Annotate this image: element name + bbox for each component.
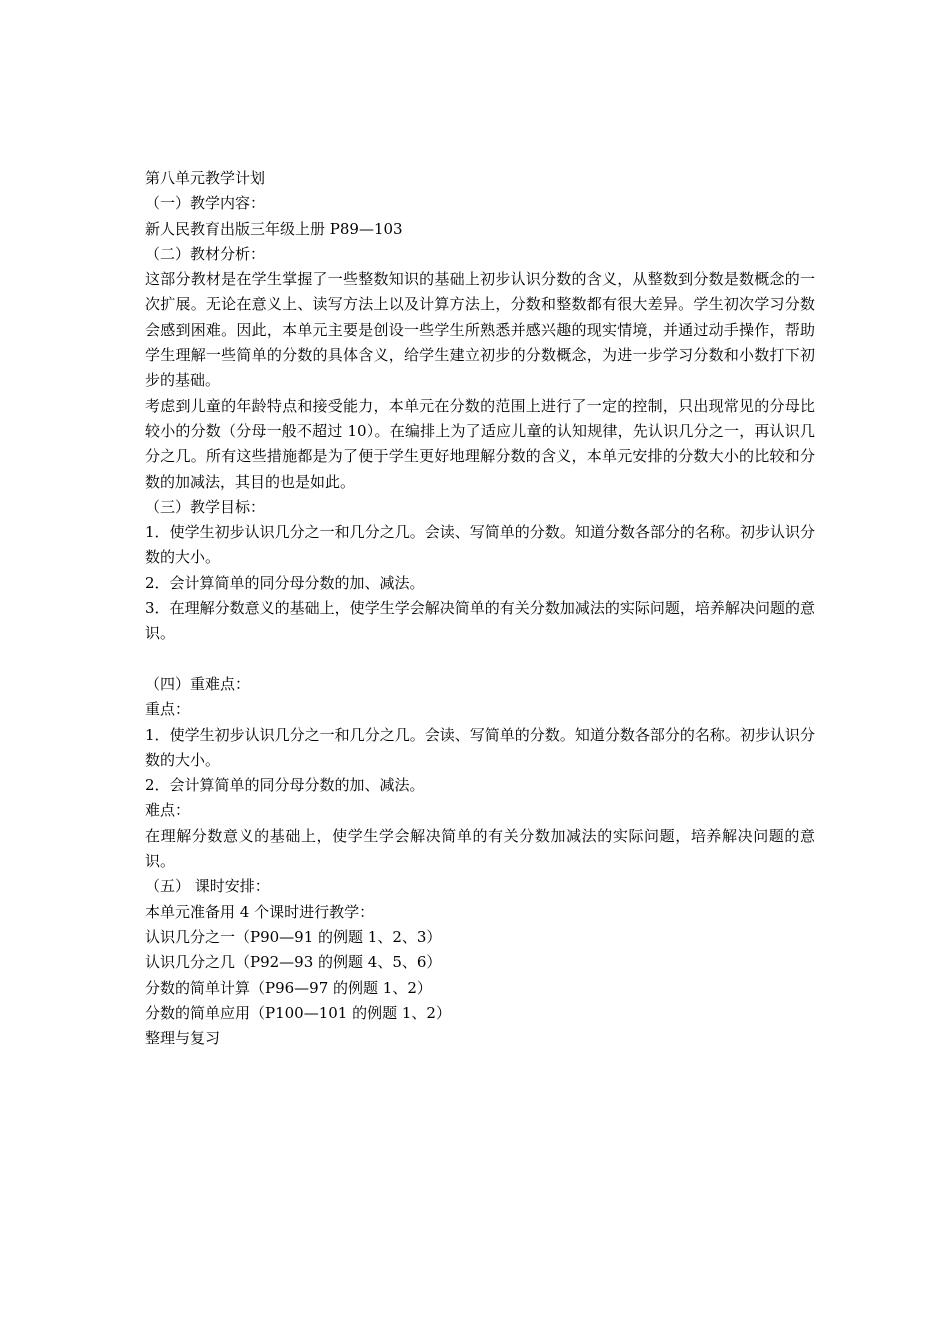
schedule-item: 分数的简单计算（P96—97 的例题 1、2）	[145, 978, 432, 997]
section-heading-analysis: （二）教材分析：	[145, 244, 266, 263]
difficult-text: 在理解分数意义的基础上，使学生学会解决简单的有关分数加减法的实际问题，培养解决问题的意识。	[145, 826, 815, 871]
document-title: 第八单元教学计划	[145, 169, 266, 187]
key-label: 重点：	[145, 700, 191, 719]
schedule-item: 认识几分之一（P90—91 的例题 1、2、3）	[145, 927, 442, 946]
goal-item-3: 3．在理解分数意义的基础上，使学生学会解决简单的有关分数加减法的实际问题，培养解决问题的意识。	[145, 599, 815, 643]
section-heading-content: （一）教学内容：	[145, 194, 266, 213]
key-item-1: 1．使学生初步认识几分之一和几分之几。会读、写简单的分数。知道分数各部分的名称。初步认识分数的大小。	[145, 725, 815, 769]
document-page	[145, 166, 815, 1051]
section-heading-goals: （三）教学目标：	[145, 497, 266, 516]
goal-item-1: 1．使学生初步认识几分之一和几分之几。会读、写简单的分数。知道分数各部分的名称。初步认识分数的大小。	[145, 523, 815, 567]
key-item-2: 2．会计算简单的同分母分数的加、减法。	[145, 776, 425, 795]
section-heading-schedule: （五） 课时安排：	[145, 877, 270, 896]
schedule-intro: 本单元准备用 4 个课时进行教学：	[145, 902, 375, 921]
analysis-paragraph-2: 考虑到儿童的年龄特点和接受能力，本单元在分数的范围上进行了一定的控制，只出现常见的分母比较小的分数（分母一般不超过 10）。在编排上为了适应儿童的认知规律，先认识几分之一，再认识几分之几。所有这些措施都是为了便于学生更好地理解分数的含义，本单元安排的分数大小的比较和分数的加减法，其目的也是如此。	[145, 396, 815, 491]
schedule-item: 整理与复习	[145, 1029, 221, 1048]
schedule-item: 认识几分之几（P92—93 的例题 4、5、6）	[145, 953, 442, 972]
difficult-label: 难点：	[145, 801, 191, 820]
analysis-paragraph-1: 这部分教材是在学生掌握了一些整数知识的基础上初步认识分数的含义，从整数到分数是数概念的一次扩展。无论在意义上、读写方法上以及计算方法上，分数和整数都有很大差异。学生初次学习分数会感到困难。因此，本单元主要是创设一些学生所熟悉并感兴趣的现实情境，并通过动手操作，帮助学生理解一些简单的分数的具体含义，给学生建立初步的分数概念，为进一步学习分数和小数打下初步的基础。	[145, 270, 815, 390]
section-heading-key-points: （四）重难点：	[145, 674, 251, 693]
blank-line	[145, 647, 815, 672]
goal-item-2: 2．会计算简单的同分母分数的加、减法。	[145, 573, 425, 592]
section-text-content: 新人民教育出版三年级上册 P89—103	[145, 219, 403, 238]
schedule-item: 分数的简单应用（P100—101 的例题 1、2）	[145, 1003, 451, 1022]
